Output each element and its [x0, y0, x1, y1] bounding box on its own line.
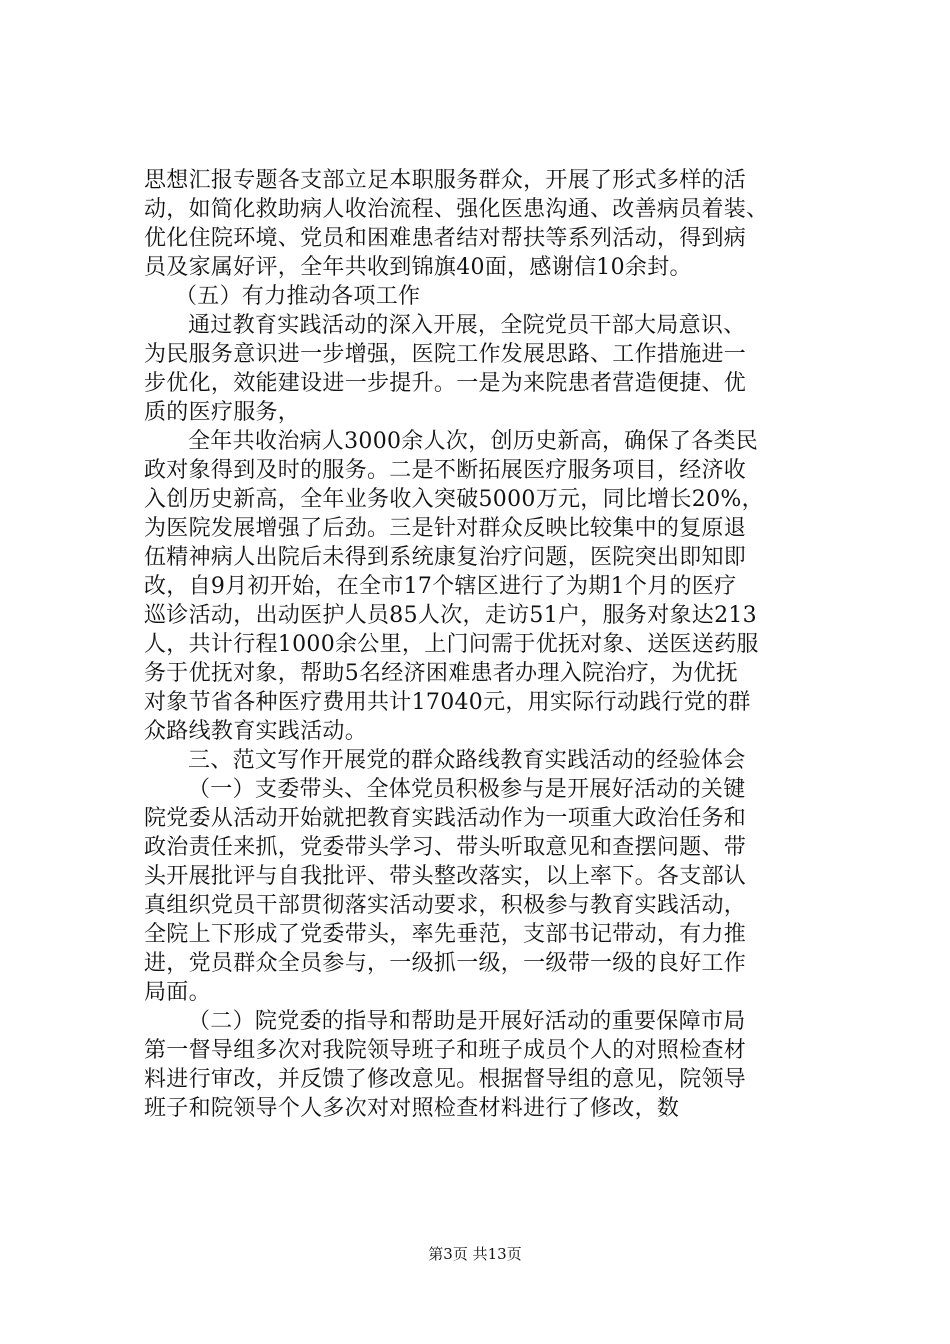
text-line: 为民服务意识进一步增强，医院工作发展思路、工作措施进一: [144, 342, 747, 367]
text-line: 政对象得到及时的服务。二是不断拓展医疗服务项目，经济收: [144, 458, 747, 483]
text-line: 人，共计行程1000余公里，上门问需于优抚对象、送医送药服: [144, 632, 759, 657]
text-line: 头开展批评与自我批评、带头整改落实，以上率下。各支部认: [144, 864, 747, 889]
section-heading: （五）有力推动各项工作: [175, 284, 421, 309]
text-line: 料进行审改，并反馈了修改意见。根据督导组的意见，院领导: [144, 1067, 747, 1092]
page-footer: 第3页 共13页: [428, 1245, 522, 1263]
text-line: 伍精神病人出院后未得到系统康复治疗问题，医院突出即知即: [144, 545, 747, 570]
text-line: 员及家属好评，全年共收到锦旗40面，感谢信10余封。: [144, 255, 692, 280]
text-line: 优化住院环境、党员和困难患者结对帮扶等系列活动，得到病: [144, 226, 747, 251]
text-line: 班子和院领导个人多次对对照检查材料进行了修改，数: [144, 1096, 680, 1121]
text-line: 进，党员群众全员参与，一级抓一级，一级带一级的良好工作: [144, 951, 747, 976]
subsection-heading: （二）院党委的指导和帮助是开展好活动的重要保障市局: [188, 1009, 746, 1034]
text-line: 入创历史新高，全年业务收入突破5000万元，同比增长20%，: [144, 487, 764, 512]
text-line: 为医院发展增强了后劲。三是针对群众反映比较集中的复原退: [144, 516, 747, 541]
text-line: 动，如简化救助病人收治流程、强化医患沟通、改善病员着装、: [144, 197, 769, 222]
text-line: 务于优抚对象，帮助5名经济困难患者办理入院治疗，为优抚: [144, 661, 739, 686]
text-line: 质的医疗服务，: [144, 400, 301, 425]
text-line: 改，自9月初开始，在全市17个辖区进行了为期1个月的医疗: [144, 574, 737, 599]
text-line: 通过教育实践活动的深入开展，全院党员干部大局意识、: [188, 313, 746, 338]
text-line: 全年共收治病人3000余人次，创历史新高，确保了各类民: [188, 429, 759, 454]
text-line: 巡诊活动，出动医护人员85人次，走访51户，服务对象达213: [144, 603, 757, 628]
text-line: 对象节省各种医疗费用共计17040元，用实际行动践行党的群: [144, 690, 751, 715]
text-line: 第一督导组多次对我院领导班子和班子成员个人的对照检查材: [144, 1038, 747, 1063]
text-line: 真组织党员干部贯彻落实活动要求，积极参与教育实践活动，: [144, 893, 747, 918]
text-line: 思想汇报专题各支部立足本职服务群众，开展了形式多样的活: [144, 168, 747, 193]
text-line: 局面。: [144, 980, 211, 1005]
text-line: 院党委从活动开始就把教育实践活动作为一项重大政治任务和: [144, 806, 747, 831]
section-heading: 三、范文写作开展党的群众路线教育实践活动的经验体会: [188, 748, 746, 773]
text-line: 政治责任来抓，党委带头学习、带头听取意见和查摆问题、带: [144, 835, 747, 860]
subsection-heading: （一）支委带头、全体党员积极参与是开展好活动的关键: [188, 777, 746, 802]
text-line: 众路线教育实践活动。: [144, 719, 368, 744]
text-line: 全院上下形成了党委带头，率先垂范，支部书记带动，有力推: [144, 922, 747, 947]
text-line: 步优化，效能建设进一步提升。一是为来院患者营造便捷、优: [144, 371, 747, 396]
